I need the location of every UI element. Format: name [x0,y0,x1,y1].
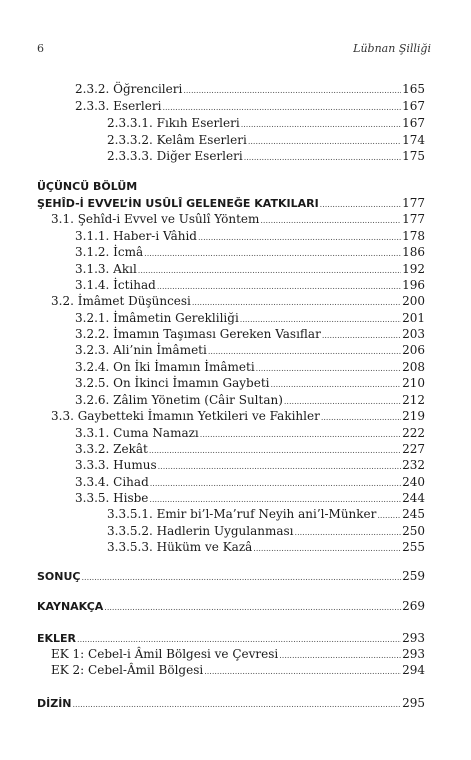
leader-dots [192,294,401,311]
leader-dots [104,599,401,616]
toc-page: 175 [402,149,425,163]
toc-label: DİZİN [37,697,72,710]
leader-dots [253,540,401,557]
toc-label: 3.3.5.1. Emir bi’l-Ma’ruf Neyih ani’l-Münker [107,507,377,521]
toc-page: 186 [402,245,425,259]
toc-entry[interactable] [75,359,425,376]
toc-label: 3.1.4. İctihad [75,278,156,292]
page-header [37,42,431,58]
toc-entry[interactable] [37,195,425,212]
toc-label: 3.2. İmâmet Düşüncesi [51,294,191,308]
toc-label: SONUÇ [37,570,81,583]
toc-label: 2.3.3.3. Diğer Eserleri [107,149,243,163]
toc-entry[interactable] [37,695,425,712]
toc-page: 165 [402,82,425,96]
toc-page: 255 [402,540,425,554]
toc-entry[interactable] [51,646,425,663]
toc-label: 2.3.3. Eserleri [75,99,162,113]
toc-label: 3.3.3. Humus [75,458,157,472]
toc-label: 3.1.3. Akıl [75,262,137,276]
toc-page: 245 [402,507,425,521]
leader-dots [204,663,401,680]
leader-dots [208,343,401,360]
toc-label: 3.3.5.2. Hadlerin Uygulanması [107,524,294,538]
toc-entry[interactable] [75,457,425,474]
toc-page: 240 [402,475,425,489]
toc-entry[interactable] [75,474,425,491]
toc-entry[interactable] [75,441,425,458]
toc-label: 3.2.1. İmâmetin Gerekliliği [75,311,239,325]
toc-label: 3.3.5.3. Hüküm ve Kazâ [107,540,253,554]
toc-label: EK 2: Cebel-Âmil Bölgesi [51,663,204,677]
toc-label: 2.3.3.1. Fıkıh Eserleri [107,116,240,130]
leader-dots [158,458,401,475]
toc-page: 206 [402,343,425,357]
toc-entry[interactable] [75,490,425,507]
toc-entry[interactable] [37,598,425,615]
toc-entry[interactable] [75,98,425,115]
toc-entry[interactable] [51,408,425,425]
toc-entry[interactable] [37,630,425,647]
toc-page: 295 [402,696,425,710]
toc-label: 3.1.1. Haber-i Vâhid [75,229,197,243]
running-title: Lübnan Şilliği [353,42,431,55]
toc-label: 3.1.2. İcmâ [75,245,144,259]
leader-dots [183,82,401,99]
toc-page: 174 [402,133,425,147]
toc-page: 294 [402,663,425,677]
toc-entry[interactable] [75,310,425,327]
toc-entry[interactable] [51,211,425,228]
toc-page: 203 [402,327,425,341]
toc-label: EK 1: Cebel-i Âmil Bölgesi ve Çevresi [51,647,279,661]
leader-dots [321,409,401,426]
toc-entry[interactable] [75,244,425,261]
toc-entry[interactable] [75,375,425,392]
toc-entry[interactable] [107,539,425,556]
toc-entry[interactable] [51,662,425,679]
toc-label: 3.2.3. Ali’nin İmâmeti [75,343,207,357]
toc-entry[interactable] [107,523,425,540]
toc-page: 178 [402,229,425,243]
page-number: 6 [37,42,44,55]
toc-entry[interactable] [51,293,425,310]
toc-label: 3.3.1. Cuma Namazı [75,426,199,440]
toc-label: 2.3.2. Öğrencileri [75,82,183,96]
toc-entry[interactable] [107,132,425,149]
toc-label: ŞEHÎD-İ EVVEL’İN USÛLÎ GELENEĞE KATKILARI [37,197,319,210]
toc-page: 250 [402,524,425,538]
chapter-heading: ÜÇÜNCÜ BÖLÜM [37,180,138,193]
toc-entry[interactable] [75,326,425,343]
toc-label: 3.3. Gaybetteki İmamın Yetkileri ve Fakihler [51,409,320,423]
toc-page: 192 [402,262,425,276]
toc-label: 3.2.4. On İki İmamın İmâmeti [75,360,255,374]
toc-label: EKLER [37,632,77,645]
toc-page: 167 [402,99,425,113]
leader-dots [244,149,401,166]
toc-page: 244 [402,491,425,505]
leader-dots [81,569,401,586]
toc-label: 3.2.5. On İkinci İmamın Gaybeti [75,376,270,390]
leader-dots [241,116,401,133]
toc-page: 222 [402,426,425,440]
toc-label: KAYNAKÇA [37,600,104,613]
toc-page: 232 [402,458,425,472]
toc-page: 210 [402,376,425,390]
toc-label: 3.2.2. İmamın Taşıması Gereken Vasıflar [75,327,321,341]
toc-page: 196 [402,278,425,292]
leader-dots [377,507,401,524]
toc-label: 3.3.4. Cihad [75,475,149,489]
toc-entry[interactable] [75,392,425,409]
toc-entry[interactable] [75,81,425,98]
toc-page: 200 [402,294,425,308]
toc-entry[interactable] [75,425,425,442]
toc-page: 201 [402,311,425,325]
toc-entry[interactable] [75,277,425,294]
toc-entry[interactable] [37,568,425,585]
toc-entry[interactable] [107,115,425,132]
toc-page: 212 [402,393,425,407]
toc-entry[interactable] [107,506,425,523]
toc-entry[interactable] [75,342,425,359]
toc-label: 3.3.5. Hisbe [75,491,149,505]
toc-page: 227 [402,442,425,456]
toc-entry[interactable] [75,228,425,245]
toc-page: 293 [402,631,425,645]
leader-dots [73,696,402,713]
leader-dots [144,245,401,262]
toc-entry[interactable] [75,261,425,278]
toc-page: 177 [402,196,425,210]
leader-dots [271,376,402,393]
toc-page: 259 [402,569,425,583]
toc-page: 293 [402,647,425,661]
toc-page: 219 [402,409,425,423]
toc-entry[interactable] [107,148,425,165]
toc-page: 167 [402,116,425,130]
toc-label: 3.3.2. Zekât [75,442,148,456]
toc-label: 2.3.3.2. Kelâm Eserleri [107,133,247,147]
leader-dots [162,99,401,116]
toc-label: 3.1. Şehîd-i Evvel ve Usûlî Yöntem [51,212,260,226]
toc-page: 269 [402,599,425,613]
toc-page: 177 [402,212,425,226]
leader-dots [260,212,401,229]
toc-page: 208 [402,360,425,374]
toc-label: 3.2.6. Zâlim Yönetim (Câir Sultan) [75,393,283,407]
